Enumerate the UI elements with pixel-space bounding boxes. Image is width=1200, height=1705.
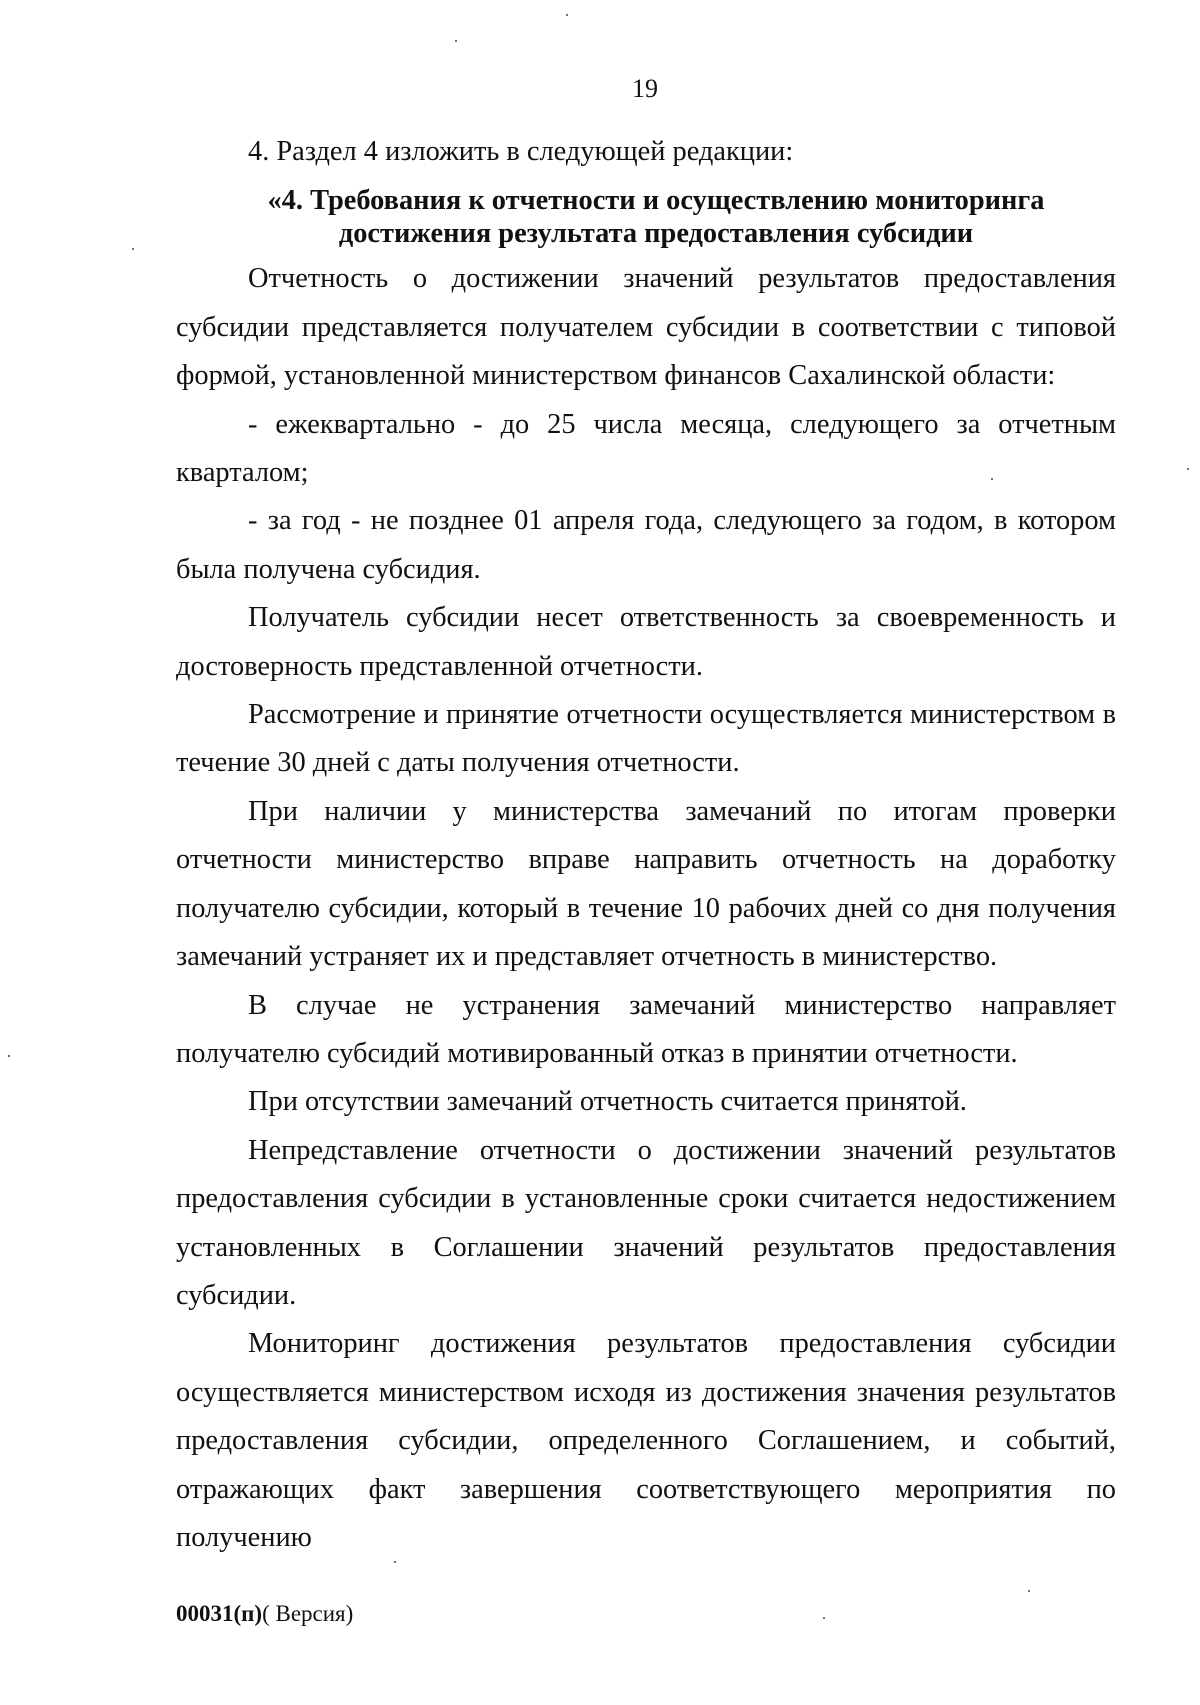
paragraph-refusal: В случае не устранения замечаний министерство направляет получателю субсидий мотивированный отказ в принятии отчетности. <box>176 989 1116 1069</box>
paragraph-yearly: - за год - не позднее 01 апреля года, следующего за годом, в котором была получена субсидия. <box>176 505 1116 585</box>
section-heading <box>176 184 1116 250</box>
document-body <box>176 128 1116 1562</box>
paragraph-reporting-form: Отчетность о достижении значений результатов предоставления субсидии представляется получателем субсидии в соответствии с типовой формой, установленной министерством финансов Сахалинской области: <box>176 263 1116 392</box>
paragraph-responsibility: Получатель субсидии несет ответственность за своевременность и достоверность представленной отчетности. <box>176 602 1116 682</box>
scan-speck <box>8 1055 10 1057</box>
intro-line: 4. Раздел 4 изложить в следующей редакции: <box>248 136 794 167</box>
paragraph-monitoring: Мониторинг достижения результатов предоставления субсидии осуществляется министерством исходя из достижения значения результатов предоставления субсидии, определенного Соглашением, и событий, отражающих факт завершения соответствующего мероприятия по получению <box>176 1328 1116 1553</box>
scan-speck <box>1187 468 1189 470</box>
document-code: 00031(п) <box>176 1601 263 1626</box>
section-heading-line-2: достижения результата предоставления субсидии <box>338 218 974 250</box>
paragraph-non-submission: Непредставление отчетности о достижении значений результатов предоставления субсидии в установленные сроки считается недостижением установленных в Соглашении значений результатов предоставления субсидии. <box>176 1134 1116 1311</box>
scan-speck <box>455 40 457 42</box>
paragraph-quarterly: - ежеквартально - до 25 числа месяца, следующего за отчетным кварталом; <box>176 408 1116 489</box>
scan-speck <box>566 14 568 16</box>
section-heading-line-1: «4. Требования к отчетности и осуществлению мониторинга <box>267 185 1045 217</box>
scan-speck <box>394 1561 396 1563</box>
document-footer <box>176 1601 353 1627</box>
paragraph-accepted: При отсутствии замечаний отчетность считается принятой. <box>248 1086 967 1118</box>
paragraph-remarks: При наличии у министерства замечаний по итогам проверки отчетности министерство вправе направить отчетность на доработку получателю субсидии, который в течение 10 рабочих дней со дня получения замечаний устраняет их и представляет отчетность в министерство. <box>176 795 1116 973</box>
document-version: ( Версия) <box>262 1601 354 1626</box>
scan-speck <box>1028 1590 1030 1592</box>
scan-speck <box>991 478 993 480</box>
scan-speck <box>823 1617 825 1619</box>
scan-speck <box>132 248 134 250</box>
page-number: 19 <box>632 74 658 103</box>
paragraph-review-period: Рассмотрение и принятие отчетности осуществляется министерством в течение 30 дней с даты получения отчетности. <box>176 699 1116 779</box>
